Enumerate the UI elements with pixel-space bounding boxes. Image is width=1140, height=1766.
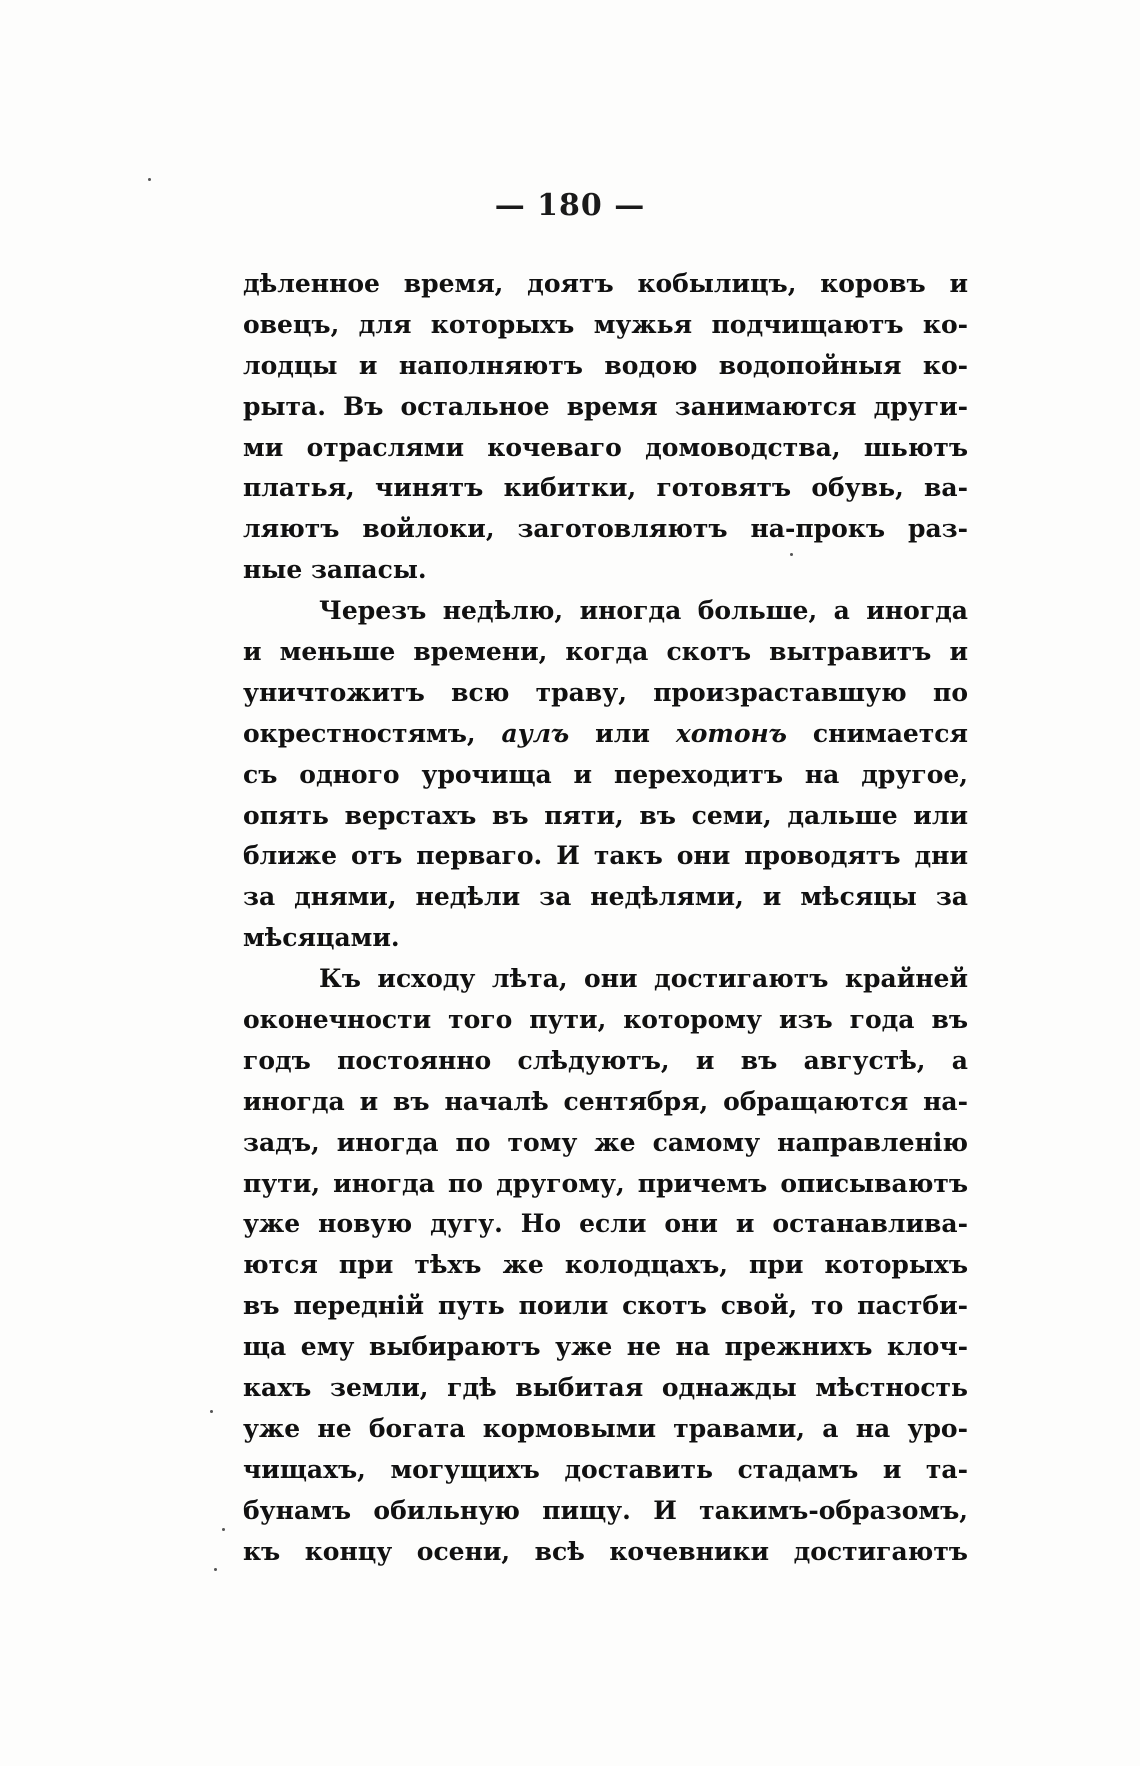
text-line: чищахъ, могущихъ доставить стадамъ и та- [243, 1454, 968, 1484]
italic-term-aul: аулъ [501, 718, 570, 748]
scan-speck [790, 553, 793, 556]
text-line-with-italics [243, 714, 968, 755]
text-line: годъ постоянно слѣдуютъ, и въ августѣ, а [243, 1045, 968, 1075]
text-line: рыта. Въ остальное время занимаются други- [243, 391, 968, 421]
text-line: бунамъ обильную пищу. И такимъ-образомъ, [243, 1495, 968, 1525]
text-line: опять верстахъ въ пяти, въ семи, дальше или [243, 800, 968, 830]
text-line: уже не богата кормовыми травами, а на уро- [243, 1413, 968, 1443]
text-line: ща ему выбираютъ уже не на прежнихъ клоч- [243, 1332, 968, 1362]
text-line: съ одного урочища и переходитъ на другое, [243, 759, 968, 789]
text-line: лодцы и наполняютъ водою водопойныя ко- [243, 350, 968, 380]
scan-speck [210, 1410, 213, 1413]
text-segment: окрестностямъ, [243, 718, 502, 748]
text-line: въ передній путь поили скотъ свой, то пастби- [243, 1291, 968, 1321]
text-line: и меньше времени, когда скотъ вытравитъ и [243, 637, 968, 667]
page-body-text [243, 264, 968, 1573]
scan-speck [148, 178, 151, 181]
text-line: иногда и въ началѣ сентября, обращаются на- [243, 1086, 968, 1116]
scan-speck [214, 1568, 217, 1571]
text-line: дѣленное время, доятъ кобылицъ, коровъ и [243, 269, 968, 298]
text-line: за днями, недѣли за недѣлями, и мѣсяцы за [243, 882, 968, 912]
text-line: къ концу осени, всѣ кочевники достигаютъ [243, 1536, 968, 1566]
page-number: — 180 — [494, 188, 646, 223]
text-line: уже новую дугу. Но если они и останавлива- [243, 1209, 968, 1239]
text-line: ные запасы. [243, 555, 427, 585]
text-segment: снимается [786, 718, 968, 748]
text-line: кахъ земли, гдѣ выбитая однажды мѣстность [243, 1373, 968, 1403]
text-line: пути, иногда по другому, причемъ описываютъ [243, 1168, 968, 1198]
text-segment: или [569, 718, 676, 748]
text-line: ближе отъ перваго. И такъ они проводятъ дни [243, 841, 968, 871]
text-line: ются при тѣхъ же колодцахъ, при которыхъ [243, 1250, 968, 1280]
scan-speck [222, 1528, 225, 1531]
text-line: мѣсяцами. [243, 923, 400, 953]
text-line: ми отраслями кочеваго домоводства, шьютъ [243, 432, 968, 462]
text-line: платья, чинятъ кибитки, готовятъ обувь, ва- [243, 473, 968, 503]
text-line: задъ, иногда по тому же самому направленію [243, 1127, 968, 1157]
italic-term-khoton: хотонъ [675, 718, 787, 748]
text-line: Къ исходу лѣта, они достигаютъ крайней [319, 964, 968, 994]
text-line: ляютъ войлоки, заготовляютъ на-прокъ раз- [243, 514, 968, 544]
text-line: овецъ, для которыхъ мужья подчищаютъ ко- [243, 309, 968, 339]
text-line: оконечности того пути, которому изъ года въ [243, 1005, 968, 1035]
text-line: уничтожитъ всю траву, произраставшую по [243, 677, 968, 707]
text-line: Черезъ недѣлю, иногда больше, а иногда [319, 596, 968, 626]
